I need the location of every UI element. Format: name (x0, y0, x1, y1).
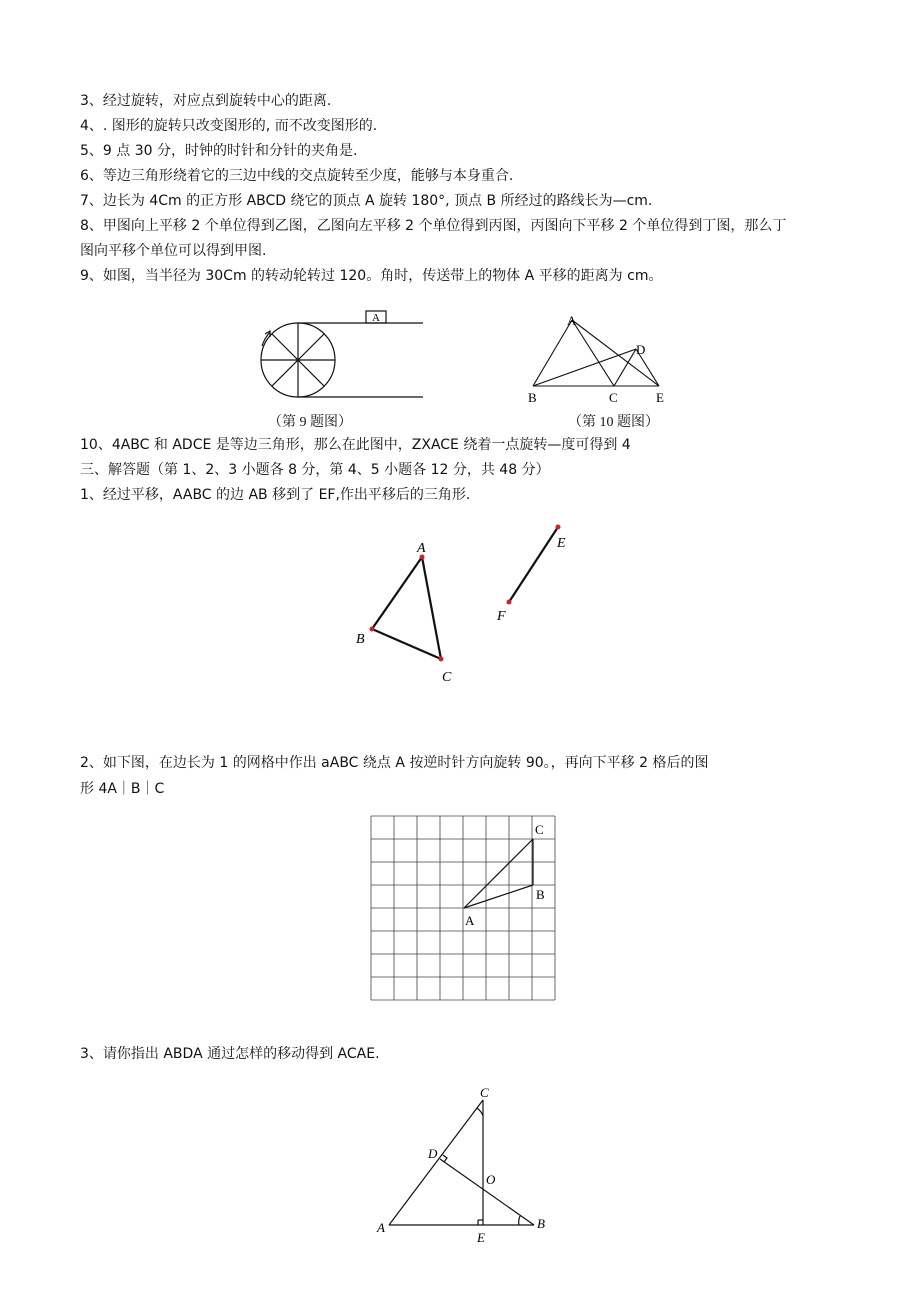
side-AC (464, 839, 533, 908)
label-C: C (535, 822, 544, 837)
label-C: C (609, 390, 618, 405)
label-C: C (480, 1085, 489, 1100)
problem-3: 3、请你指出 ABDA 通过怎样的移动得到 ACAE. (80, 1046, 380, 1062)
problem-3-figure (370, 1080, 560, 1245)
problem-2-line2: 形 4A｜B｜C (80, 781, 165, 797)
label-D: D (636, 342, 646, 357)
question-8-line2: 图向平移个单位可以得到甲图. (80, 243, 267, 259)
figure-9-conveyor (248, 300, 438, 410)
question-10: 10、4ABC 和 ADCE 是等边三角形，那么在此图中，ZXACE 绕着一点旋转—度可得到 4 (80, 437, 631, 453)
label-B: B (537, 1216, 545, 1231)
label-A: A (465, 913, 475, 928)
problem-2-line1: 2、如下图，在边长为 1 的网格中作出 aABC 绕点 A 按逆时针方向旋转 90。，再向下平移 2 格后的图 (80, 755, 709, 771)
figure-10-triangles (525, 310, 675, 410)
question-5: 5、9 点 30 分，时钟的时针和分针的夹角是. (80, 143, 358, 159)
label-B: B (528, 390, 537, 405)
label-A: A (377, 1220, 385, 1235)
question-9: 9、如图，当半径为 30Cm 的转动轮转过 120。角时，传送带上的物体 A 平移的距离为 cm。 (80, 268, 663, 284)
section-3-heading: 三、解答题（第 1、2、3 小题各 8 分，第 4、5 小题各 12 分，共 48 分） (80, 462, 550, 478)
problem-2-grid (365, 812, 565, 1007)
label-O: O (486, 1172, 496, 1187)
label-B: B (356, 632, 365, 647)
question-4: 4、. 图形的旋转只改变图形的, 而不改变图形的. (80, 118, 378, 134)
question-8-line1: 8、甲图向上平移 2 个单位得到乙图，乙图向左平移 2 个单位得到丙图，丙图向下平移 2 个单位得到丁图，那么丁 (80, 218, 787, 234)
label-C: C (442, 670, 452, 685)
label-E: E (656, 390, 664, 405)
problem-1-figure (350, 520, 580, 690)
label-F: F (497, 609, 506, 624)
problem-1: 1、经过平移，AABC 的边 AB 移到了 EF,作出平移后的三角形. (80, 487, 471, 503)
label-D: D (428, 1146, 438, 1161)
label-A: A (417, 541, 426, 556)
figure-9-caption: （第 9 题图） (268, 415, 352, 430)
question-3: 3、经过旋转，对应点到旋转中心的距离. (80, 93, 332, 109)
label-A: A (567, 313, 577, 328)
label-A: A (372, 312, 380, 324)
figure-10-caption: （第 10 题图） (568, 415, 659, 430)
question-7: 7、边长为 4Cm 的正方形 ABCD 绕它的顶点 A 旋转 180°, 顶点 B 所经过的路线长为—cm. (80, 193, 653, 209)
label-E: E (477, 1230, 485, 1245)
label-E: E (557, 536, 566, 551)
rotation-arrow (262, 332, 270, 346)
question-6: 6、等边三角形绕着它的三边中线的交点旋转至少度，能够与本身重合. (80, 168, 514, 184)
label-B: B (536, 887, 545, 902)
side-AB (464, 885, 533, 908)
